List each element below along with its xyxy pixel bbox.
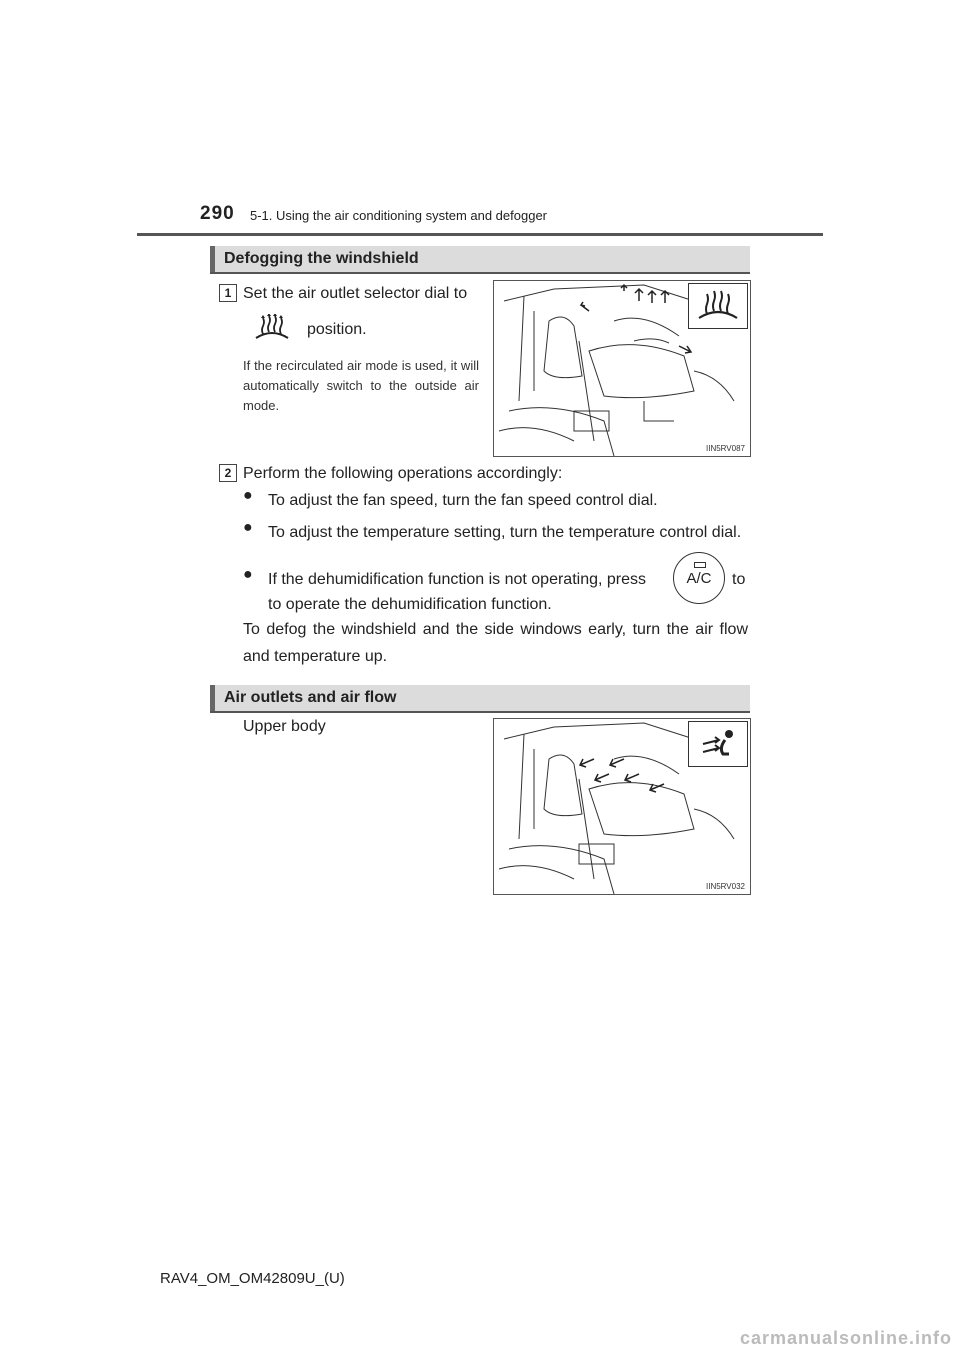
step1-text-position: position.: [307, 321, 367, 338]
ac-button-icon: A/C: [673, 552, 725, 604]
step2-bullet-3: If the dehumidification function is not operating, press: [268, 571, 646, 588]
step1-text: Set the air outlet selector dial to: [243, 285, 468, 302]
upper-body-label: Upper body: [243, 718, 326, 735]
figure-code: IIN5RV087: [706, 444, 745, 453]
step1-note: If the recirculated air mode is used, it will automatically switch to the outside air mode.: [243, 358, 479, 413]
figure-code: IIN5RV032: [706, 882, 745, 891]
step2-bullet-3-cont: to operate the dehumidification function.: [268, 596, 552, 613]
figure-upper-body-airflow: [493, 718, 751, 895]
step2-bullet-2: To adjust the temperature setting, turn the temperature control dial.: [268, 524, 742, 541]
defogger-mode-icon-box: [688, 283, 748, 329]
chapter-title: 5-1. Using the air conditioning system and defogger: [250, 208, 548, 223]
upper-body-airflow-icon: [689, 722, 747, 766]
section-title: Air outlets and air flow: [224, 689, 397, 706]
step2-bullet-1: To adjust the fan speed, turn the fan speed control dial.: [268, 492, 658, 509]
step2-closing: To defog the windshield and the side windows early, turn the air flow and temperature up.: [243, 621, 748, 665]
watermark: carmanualsonline.info: [739, 1328, 952, 1348]
section-title: Defogging the windshield: [224, 250, 419, 267]
step-number-1: 1: [219, 284, 237, 302]
section-header-defogging: [210, 246, 750, 274]
header-rule: [137, 233, 823, 236]
page-number: 290: [200, 203, 235, 224]
windshield-defogger-icon: [252, 314, 292, 344]
step-number-2: 2: [219, 464, 237, 482]
bullet-icon: ●: [243, 566, 253, 583]
windshield-defogger-icon: [689, 284, 747, 328]
document-code: RAV4_OM_OM42809U_(U): [160, 1270, 345, 1287]
bullet-icon: ●: [243, 519, 253, 536]
bullet-icon: ●: [243, 487, 253, 504]
step2-text: Perform the following operations accordingly:: [243, 465, 563, 482]
upper-body-mode-icon-box: [688, 721, 748, 767]
figure-defogger-airflow: [493, 280, 751, 457]
section-header-air-outlets: [210, 685, 750, 713]
